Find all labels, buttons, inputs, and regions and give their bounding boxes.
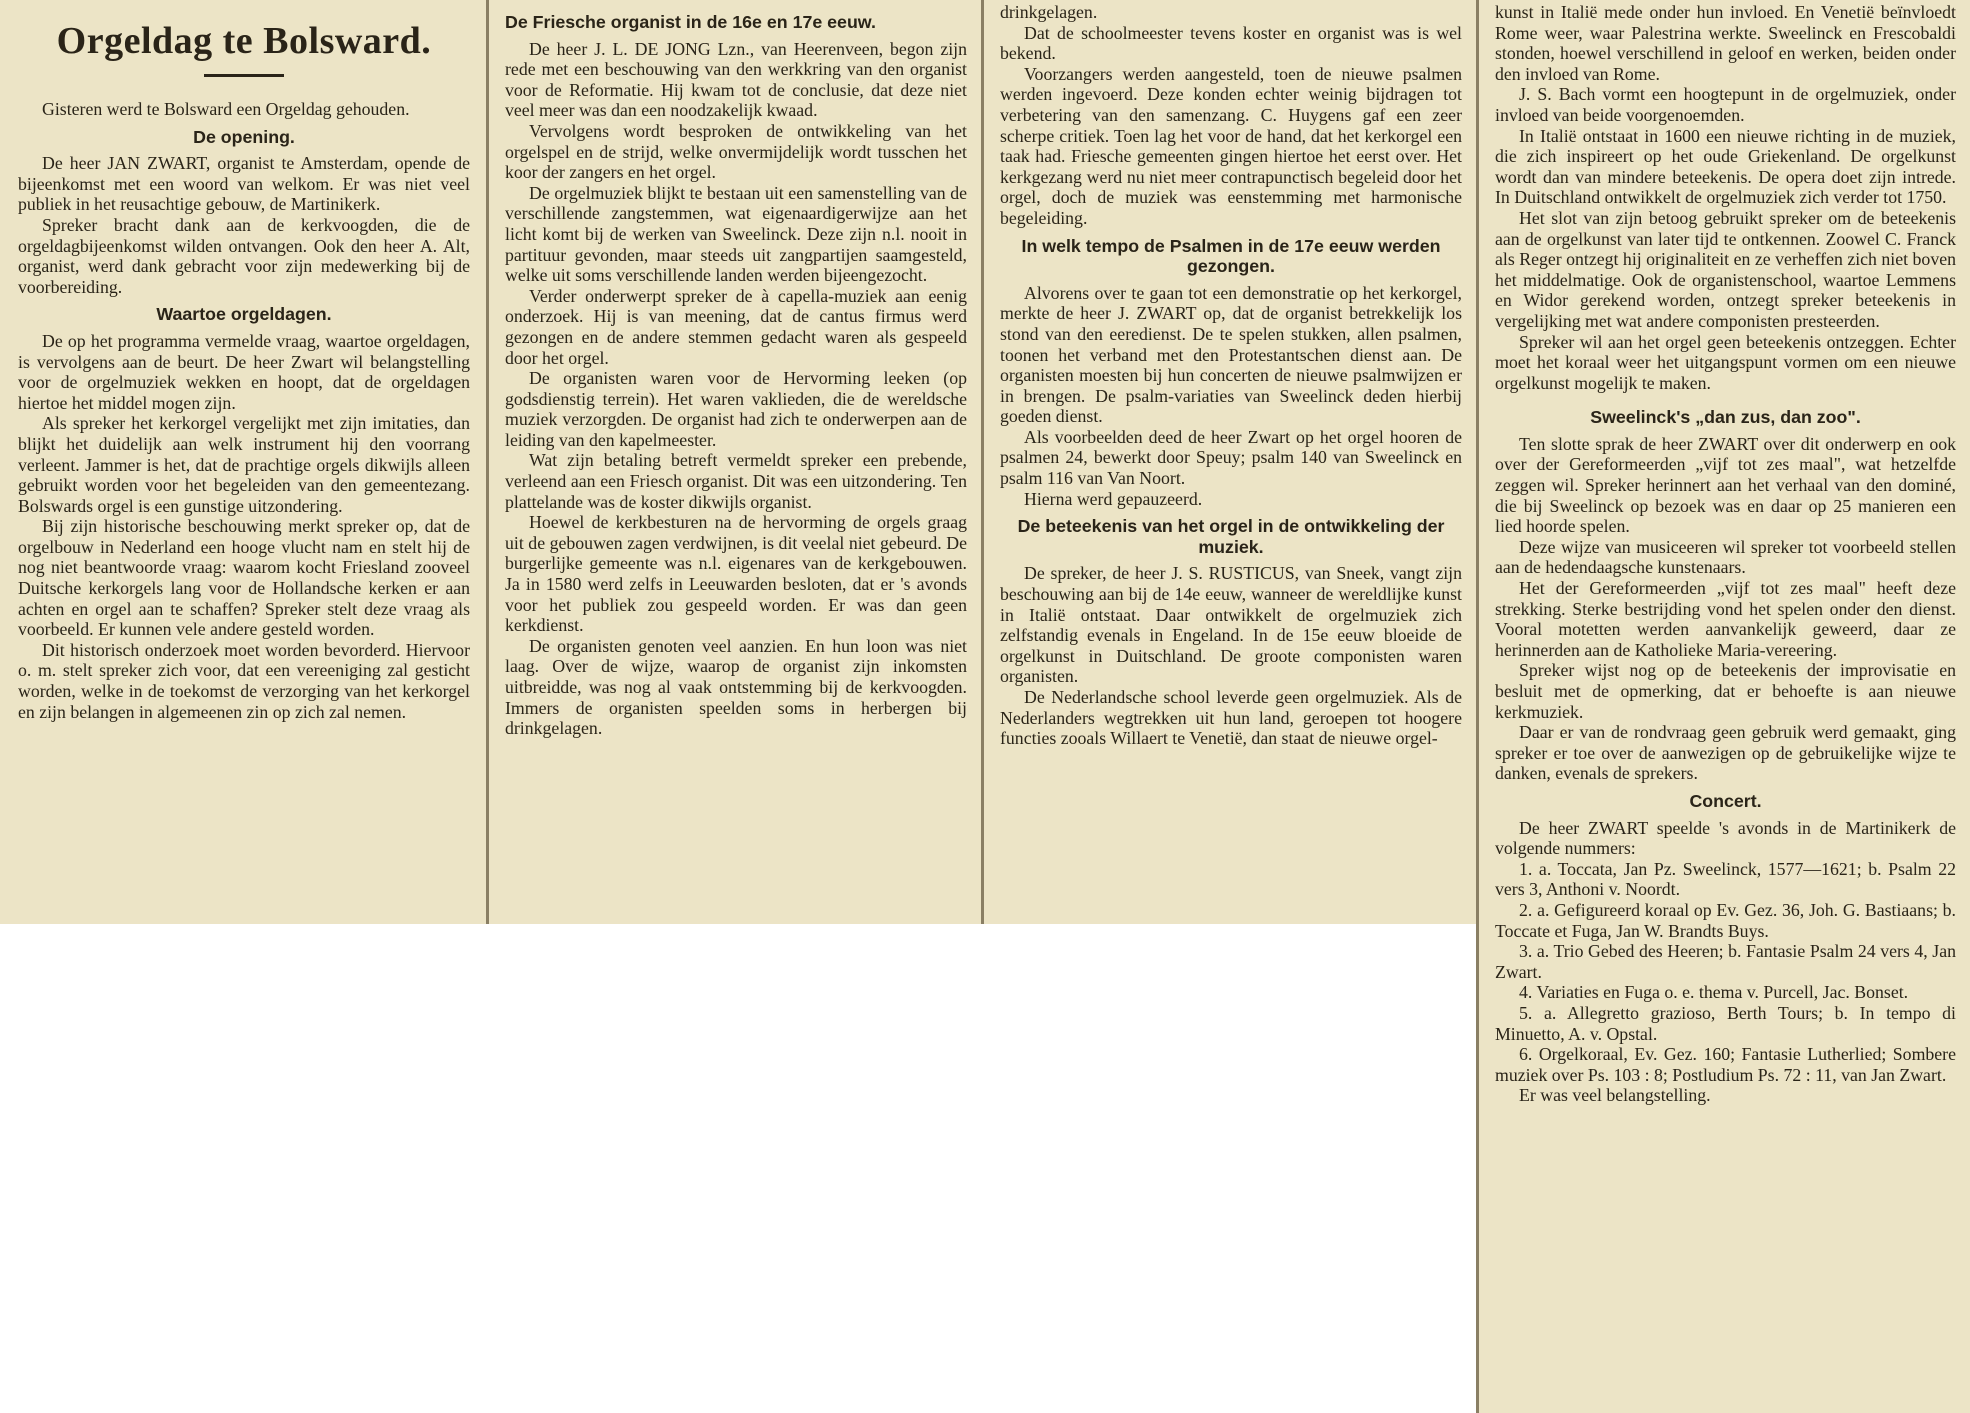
paragraph: De heer JAN ZWART, organist te Amsterdam, opende de bijeenkomst met een woord van welkom. Er was niet veel publiek in het reusachtige gebouw, de Martinikerk. [18,153,470,215]
section-heading: De beteekenis van het orgel in de ontwikkeling der muziek. [1017,516,1445,557]
program-item: 5. a. Allegretto grazioso, Berth Tours; b. In tempo di Minuetto, A. v. Opstal. [1495,1002,1956,1044]
column-2 [489,0,981,924]
paragraph: kunst in Italië mede onder hun invloed. En Venetië beïnvloedt Rome weer, waar Palestrina werkte. Sweelinck en Frescobaldi stonden, hoewel verschillend in geloof en werken, beiden onder den invloed van Rome. [1495,2,1956,84]
paragraph: De orgelmuziek blijkt te bestaan uit een samenstelling van de verschillende zangstemmen, wat eigenaardigerwijze aan het licht komt bij de werken van Sweelinck. Deze zijn n.l. nooit in partituur gevonden, maar steeds uit zangpartijen saamgesteld, welke uit soms verschillende landen werden bijeengezocht. [505,182,967,286]
column-3 [984,0,1476,924]
paragraph: De heer J. L. DE JONG Lzn., van Heerenveen, begon zijn rede met een beschouwing van den werkkring van den organist voor de Reformatie. Hij kwam tot de conclusie, dat deze niet veel meer was dan een noodzakelijk kwaad. [505,38,967,121]
section-heading: De opening. [193,126,295,147]
paragraph: De organisten genoten veel aanzien. En hun loon was niet laag. Over de wijze, waarop de organist zijn inkomsten uitbreidde, was nog al vaak ontstemming bij de kerkvoogden. Immers de organisten speelden soms in herbergen bij drinkgelagen. [505,635,967,739]
program-item: 6. Orgelkoraal, Ev. Gez. 160; Fantasie Lutherlied; Sombere muziek over Ps. 103 : 8; Postludium Ps. 72 : 11, van Jan Zwart. [1495,1044,1956,1085]
section-heading: Sweelinck's „dan zus, dan zoo". [1590,407,1861,428]
paragraph: Spreker wijst nog op de beteekenis der improvisatie en besluit met de opmerking, dat er behoefte is aan nieuwe kerkmuziek. [1495,660,1956,722]
section-heading: Waartoe orgeldagen. [156,304,332,325]
paragraph: Ten slotte sprak de heer ZWART over dit onderwerp en ook over der Gereformeerden „vijf tot zes maal", wat hetzelfde zeggen wil. Spreker herinnert aan het verhaal van den dominé, die bij Sweelinck op bezoek was en daar op 25 manieren een lied hoorde spelen. [1495,433,1956,537]
section-heading: Concert. [1689,790,1762,811]
paragraph: Deze wijze van musiceeren wil spreker tot voorbeeld stellen aan de hedendaagsche kunstenaars. [1495,536,1956,578]
paragraph: J. S. Bach vormt een hoogtepunt in de orgelmuziek, onder invloed van beide voorgenoemden. [1495,84,1956,125]
paragraph: Als voorbeelden deed de heer Zwart op het orgel hooren de psalmen 24, bewerkt door Speuy; psalm 140 van Sweelinck en psalm 116 van Van Noort. [1000,426,1462,489]
paragraph: Het slot van zijn betoog gebruikt spreker om de beteekenis aan de orgelkunst van later tijd te ontkennen. Zoowel C. Franck als Reger ontzegt hij originaliteit en ze verheffen zich niet boven het middelmatige. Ook de organistenschool, waartoe Lemmens en Widor gerekend worden, ontzegt spreker beteekenis in vergelijking met wat andere componisten presteerden. [1495,207,1956,331]
paragraph: Hoewel de kerkbesturen na de hervorming de orgels graag uit de gebouwen zagen verdwijnen, is dit veelal niet gebeurd. De burgerlijke gemeente was n.l. eigenares van de kerkgebouwen. Ja in 1580 werd zelfs in Leeuwarden besloten, dat er 's avonds voor het publiek zou gespeeld worden. Er was dan geen kerkdienst. [505,512,967,636]
paragraph: Het der Gereformeerden „vijf tot zes maal" heeft deze strekking. Sterke bestrijding vond het spelen onder den dienst. Vooral motetten werden aanvankelijk geweerd, daar ze herinnerden aan de Katholieke Maria-vereering. [1495,578,1956,660]
paragraph: Daar er van de rondvraag geen gebruik werd gemaakt, ging spreker er toe over de aanwezigen op de gebruikelijke wijze te danken, evenals de sprekers. [1495,722,1956,784]
paragraph: drinkgelagen. [1000,2,1098,22]
paragraph: Gisteren werd te Bolsward een Orgeldag gehouden. [42,99,410,119]
paragraph: Als spreker het kerkorgel vergelijkt met zijn imitaties, dan blijkt het duidelijk aan welk instrument hij den voorrang verleent. Jammer is het, dat de prachtige orgels dikwijls alleen gebruikt worden voor het begeleiden van den gemeentezang. Bolswards orgel is een gunstige uitzondering. [18,413,470,516]
paragraph: Verder onderwerpt spreker de à capella-muziek aan eenig onderzoek. Hij is van meening, dat de cantus firmus werd gezongen en de andere stemmen gedacht waren als gespeeld door het orgel. [505,285,967,368]
paragraph: In Italië ontstaat in 1600 een nieuwe richting in de muziek, die zich inspireert op het oude Griekenland. De orgelkunst wordt dan van mindere beteekenis. De opera doet zijn intrede. In Duitschland ontwikkelt de orgelmuziek zich verder tot 1750. [1495,125,1956,208]
paragraph: Dat de schoolmeester tevens koster en organist was is wel bekend. [1000,22,1462,64]
paragraph: De heer ZWART speelde 's avonds in de Martinikerk de volgende nummers: [1495,817,1956,859]
paragraph: Bij zijn historische beschouwing merkt spreker op, dat de orgelbouw in Nederland een hooge vlucht nam en stelt hij de nog niet beantwoorde vraag: waarom kocht Friesland zooveel Duitsche kerkorgels lang voor de Hollandsche kerken er aan achten en orgel aan te schaffen? Spreker stelt deze vraag als voorbeeld. Er kunnen vele andere gesteld worden. [18,516,470,640]
paragraph: Vervolgens wordt besproken de ontwikkeling van het orgelspel en de strijd, welke onvermijdelijk wordt tusschen het koor der zangers en het orgel. [505,120,967,183]
paragraph: De op het programma vermelde vraag, waartoe orgeldagen, is vervolgens aan de beurt. De heer Zwart wil belangstelling voor de orgelmuziek wekken en hoopt, dat de orgeldagen hiertoe het middel mogen zijn. [18,330,470,413]
paragraph: Spreker wil aan het orgel geen beteekenis ontzeggen. Echter moet het koraal weer het uitgangspunt vormen om een nieuwe orgelkunst mogelijk te maken. [1495,331,1956,393]
section-heading: De Friesche organist in de 16e en 17e eeuw. [505,12,876,32]
paragraph: Hierna werd gepauzeerd. [1024,488,1203,509]
section-heading: In welk tempo de Psalmen in de 17e eeuw werden gezongen. [1021,235,1441,277]
paragraph: Alvorens over te gaan tot een demonstratie op het kerkorgel, merkte de heer J. ZWART op, dat de organist betrekkelijk los stond van den eeredienst. De te spelen stukken, allen psalmen, toonen het verband met den Protestantschen dienst aan. De organisten moesten bij hun concerten de nieuwe psalmwijzen er in brengen. De psalm-variaties van Sweelinck deden hierbij goeden dienst. [1000,282,1462,427]
program-item: 4. Variaties en Fuga o. e. thema v. Purcell, Jac. Bonset. [1519,982,1909,1003]
column-1 [0,0,486,924]
column-4 [1479,0,1970,1413]
paragraph: Wat zijn betaling betreft vermeldt spreker een prebende, verleend aan een Friesch organist. Dit was een uitzondering. Ten plattelande was de koster dikwijls organist. [505,450,967,512]
title-rule [204,74,284,77]
program-item: 3. a. Trio Gebed des Heeren; b. Fantasie Psalm 24 vers 4, Jan Zwart. [1495,941,1956,982]
paragraph: Dit historisch onderzoek moet worden bevorderd. Hiervoor o. m. stelt spreker zich voor, dat een vereeniging zal gesticht worden, welke in de toekomst de verzorging van het kerkorgel en zijn belangen in algemeenen zin op zich zal nemen. [18,639,470,722]
paragraph: De organisten waren voor de Hervorming leeken (op godsdienstig terrein). Het waren vaklieden, die de wereldsche muziek verzorgden. De organist had zich te onderwerpen aan de leiding van den kapelmeester. [505,368,967,450]
paragraph: De spreker, de heer J. S. RUSTICUS, van Sneek, vangt zijn beschouwing aan bij de 14e eeuw, wanneer de wereldlijke kunst in Italië ontstaat. Daar ontwikkelt de orgelmuziek zich zelfstandig evenals in Engeland. In de 15e eeuw bloeide de orgelkunst in Duitschland. De groote componisten waren organisten. [1000,563,1462,687]
paragraph: Spreker bracht dank aan de kerkvoogden, die de orgeldagbijeenkomst wilden ontvangen. Ook den heer A. Alt, organist, werd dank gebracht voor zijn medewerking bij de voorbereiding. [18,214,470,297]
article-title: Orgeldag te Bolsward. [56,20,432,62]
paragraph: Er was veel belangstelling. [1519,1085,1711,1106]
paragraph: Voorzangers werden aangesteld, toen de nieuwe psalmen werden ingevoerd. Deze konden echter weinig bijdragen tot verbetering van den samenzang. C. Huygens gaf een zeer scherpe critiek. Toen lag het voor de hand, dat het kerkorgel een taak had. Friesche gemeenten gingen hiertoe het eerst over. Het kerkgezang werd nu niet meer contrapunctisch begeleid door het orgel, doch de muziek was eenstemming met harmonische begeleiding. [1000,63,1462,228]
paragraph: De Nederlandsche school leverde geen orgelmuziek. Als de Nederlanders wegtrekken uit hun land, geroepen tot hoogere functies zooals Willaert te Venetië, dan staat de nieuwe orgel- [1000,687,1462,749]
program-item: 1. a. Toccata, Jan Pz. Sweelinck, 1577—1621; b. Psalm 22 vers 3, Anthoni v. Noordt. [1495,858,1956,900]
program-item: 2. a. Gefigureerd koraal op Ev. Gez. 36, Joh. G. Bastiaans; b. Toccate et Fuga, Jan W. Brandts Buys. [1495,899,1956,941]
